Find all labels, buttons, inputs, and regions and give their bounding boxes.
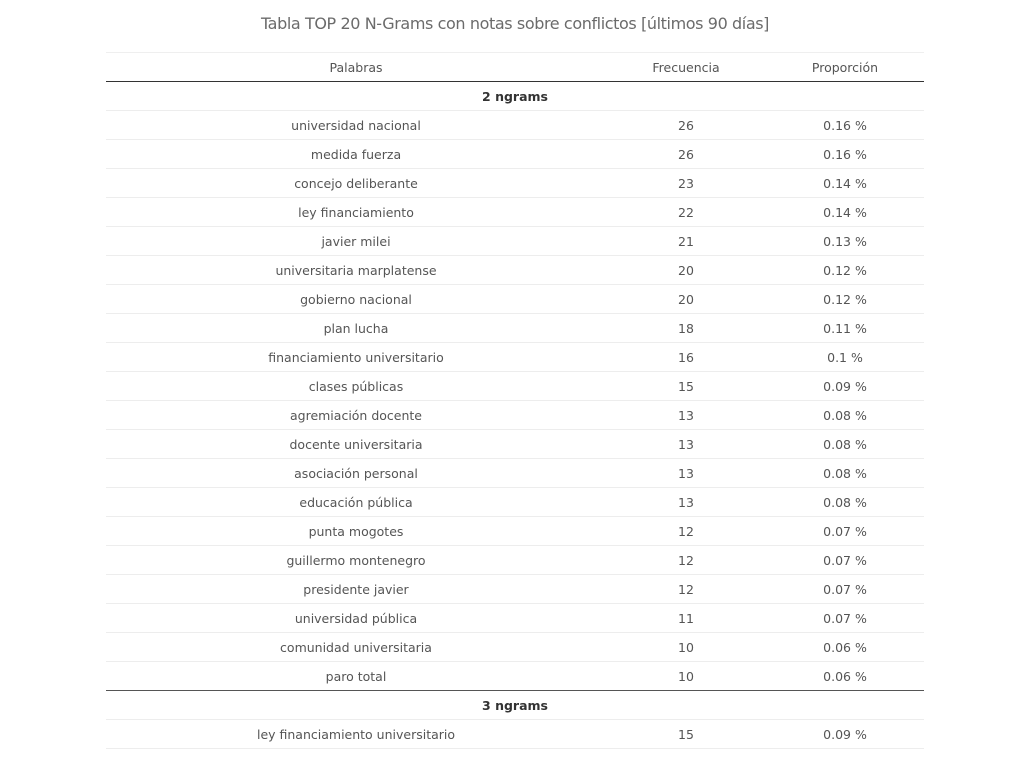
cell-frequency: 22 — [606, 198, 766, 227]
column-header-frequency: Frecuencia — [606, 53, 766, 82]
table-row — [106, 227, 924, 256]
cell-proportion: 0.07 % — [766, 517, 924, 546]
cell-word: comunidad universitaria — [106, 633, 606, 662]
table-row — [106, 198, 924, 227]
table-row — [106, 256, 924, 285]
cell-proportion: 0.09 % — [766, 720, 924, 749]
group-header-row — [106, 691, 924, 720]
table-row — [106, 517, 924, 546]
cell-word: financiamiento universitario — [106, 343, 606, 372]
cell-word: concejo deliberante — [106, 169, 606, 198]
table-row — [106, 111, 924, 140]
cell-word: asociación personal — [106, 459, 606, 488]
cell-frequency: 15 — [606, 720, 766, 749]
cell-frequency: 13 — [606, 488, 766, 517]
cell-proportion: 0.08 % — [766, 430, 924, 459]
cell-proportion: 0.08 % — [766, 488, 924, 517]
cell-frequency: 20 — [606, 285, 766, 314]
table-header — [106, 53, 924, 82]
cell-word: universitaria marplatense — [106, 256, 606, 285]
cell-frequency: 13 — [606, 401, 766, 430]
cell-word: universidad pública — [106, 604, 606, 633]
cell-word: educación pública — [106, 488, 606, 517]
cell-proportion: 0.07 % — [766, 604, 924, 633]
table-row — [106, 285, 924, 314]
cell-frequency: 12 — [606, 546, 766, 575]
cell-proportion: 0.08 % — [766, 401, 924, 430]
column-header-proportion: Proporción — [766, 53, 924, 82]
cell-proportion: 0.14 % — [766, 169, 924, 198]
cell-frequency: 15 — [606, 372, 766, 401]
header-row — [106, 53, 924, 82]
cell-frequency: 16 — [606, 343, 766, 372]
cell-word: clases públicas — [106, 372, 606, 401]
cell-proportion: 0.16 % — [766, 111, 924, 140]
table-row — [106, 633, 924, 662]
cell-proportion: 0.12 % — [766, 256, 924, 285]
table-row — [106, 662, 924, 691]
table-row — [106, 546, 924, 575]
table-row — [106, 314, 924, 343]
cell-word: ley financiamiento — [106, 198, 606, 227]
cell-word: javier milei — [106, 227, 606, 256]
cell-frequency: 13 — [606, 430, 766, 459]
cell-proportion: 0.06 % — [766, 633, 924, 662]
cell-frequency: 10 — [606, 633, 766, 662]
cell-frequency: 13 — [606, 459, 766, 488]
group-header-row — [106, 82, 924, 111]
cell-proportion: 0.08 % — [766, 459, 924, 488]
cell-word: paro total — [106, 662, 606, 691]
cell-frequency: 21 — [606, 227, 766, 256]
table-row — [106, 430, 924, 459]
cell-frequency: 12 — [606, 517, 766, 546]
ngrams-table — [106, 52, 924, 749]
cell-proportion: 0.09 % — [766, 372, 924, 401]
cell-frequency: 18 — [606, 314, 766, 343]
table-row — [106, 720, 924, 749]
cell-proportion: 0.11 % — [766, 314, 924, 343]
cell-word: universidad nacional — [106, 111, 606, 140]
column-header-words: Palabras — [106, 53, 606, 82]
cell-frequency: 23 — [606, 169, 766, 198]
cell-word: ley financiamiento universitario — [106, 720, 606, 749]
cell-proportion: 0.06 % — [766, 662, 924, 691]
cell-frequency: 10 — [606, 662, 766, 691]
group-label: 2 ngrams — [106, 82, 924, 111]
table-row — [106, 459, 924, 488]
cell-frequency: 26 — [606, 111, 766, 140]
cell-proportion: 0.16 % — [766, 140, 924, 169]
group-label: 3 ngrams — [106, 691, 924, 720]
cell-word: punta mogotes — [106, 517, 606, 546]
table-row — [106, 343, 924, 372]
cell-proportion: 0.07 % — [766, 546, 924, 575]
table-row — [106, 401, 924, 430]
cell-proportion: 0.13 % — [766, 227, 924, 256]
table-title: Tabla TOP 20 N-Grams con notas sobre conflictos [últimos 90 días] — [260, 14, 770, 33]
cell-proportion: 0.07 % — [766, 575, 924, 604]
cell-frequency: 26 — [606, 140, 766, 169]
table-row — [106, 575, 924, 604]
cell-word: docente universitaria — [106, 430, 606, 459]
table-row — [106, 140, 924, 169]
table-row — [106, 488, 924, 517]
cell-proportion: 0.12 % — [766, 285, 924, 314]
cell-word: medida fuerza — [106, 140, 606, 169]
cell-word: guillermo montenegro — [106, 546, 606, 575]
table-row — [106, 604, 924, 633]
ngrams-table-container — [106, 52, 924, 749]
cell-proportion: 0.1 % — [766, 343, 924, 372]
cell-frequency: 11 — [606, 604, 766, 633]
cell-frequency: 12 — [606, 575, 766, 604]
cell-word: plan lucha — [106, 314, 606, 343]
table-row — [106, 372, 924, 401]
cell-proportion: 0.14 % — [766, 198, 924, 227]
cell-word: gobierno nacional — [106, 285, 606, 314]
table-row — [106, 169, 924, 198]
cell-word: agremiación docente — [106, 401, 606, 430]
table-body — [106, 82, 924, 749]
cell-frequency: 20 — [606, 256, 766, 285]
cell-word: presidente javier — [106, 575, 606, 604]
